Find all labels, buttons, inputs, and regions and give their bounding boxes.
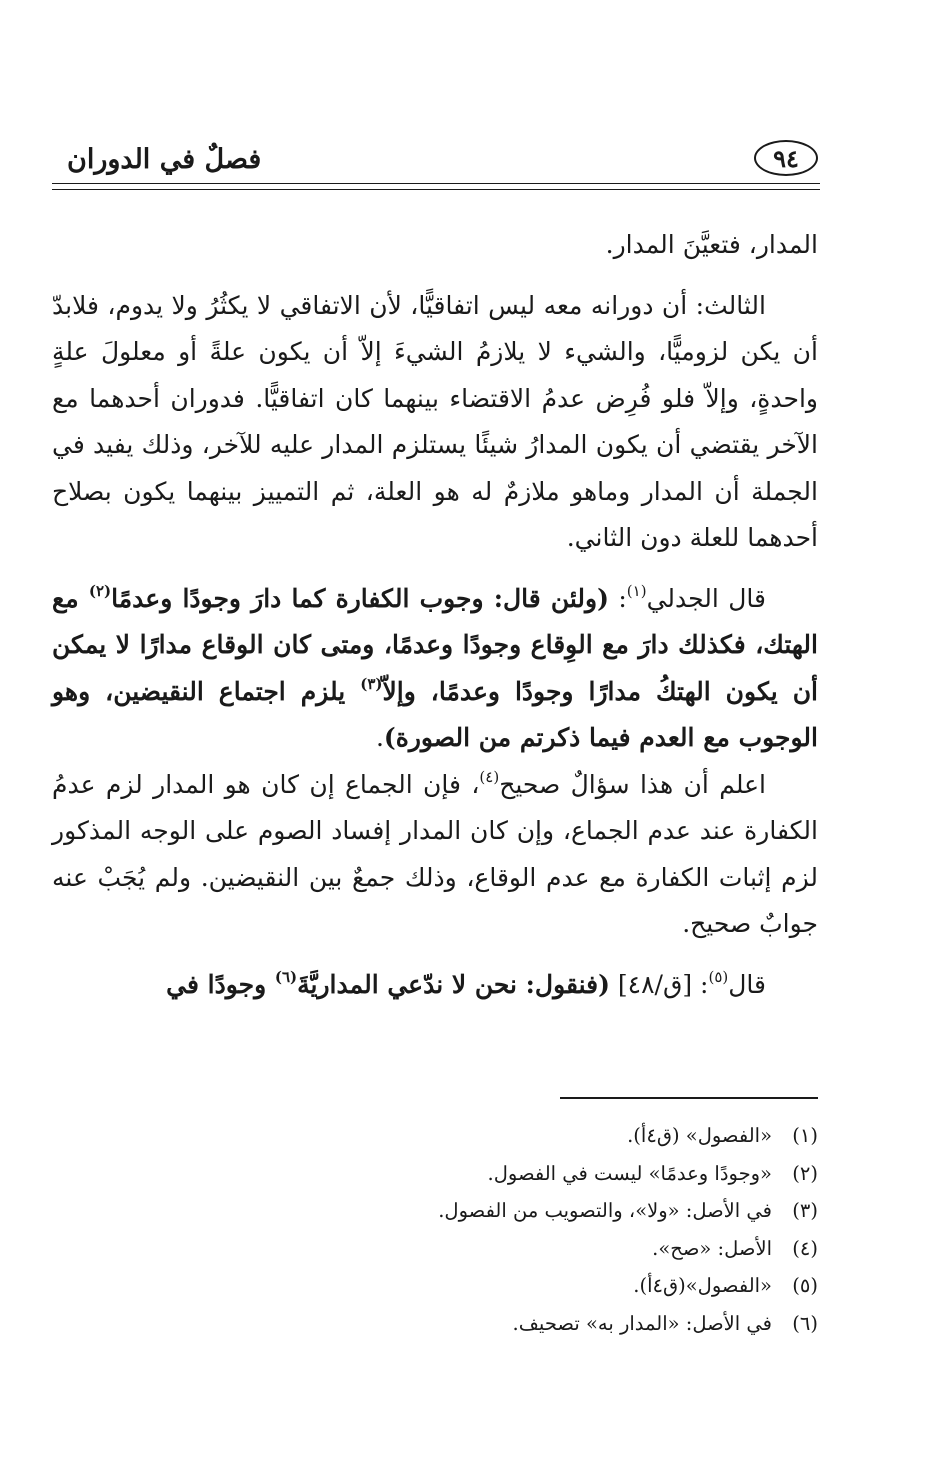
text-run: اعلم أن هذا سؤالٌ صحيح [499,769,766,799]
footnote-ref-4: (٤) [479,767,500,786]
footnote-number: (١) [792,1124,818,1147]
footnote-item [100,1267,818,1305]
footnote-number: (٦) [792,1311,818,1335]
footnote-ref-1: (١) [626,581,647,600]
footnote-text: «الفصول» (ق٤أ). [627,1124,772,1147]
footnote-text: «وجودًا وعدمًا» ليست في الفصول. [487,1161,772,1185]
paragraph-3 [52,762,818,948]
paragraph-2 [52,576,818,762]
text-run: : [ق/٤٨] [609,969,709,999]
main-text [52,222,818,1008]
footnote-number: (٣) [792,1199,818,1222]
text-run: قال الجدلي [646,583,767,613]
footnote-number: (٤) [792,1236,818,1260]
footnote-text: في الأصل: «المدار به» تصحيف. [512,1311,772,1335]
quoted-text-bold: (ولئن قال: وجوب الكفارة كما دارَ وجودًا وعدمًا [111,583,609,613]
paragraph-1: الثالث: أن دورانه معه ليس اتفاقيًّا، لأن الاتفاقي لا يكثُرُ ولا يدوم، فلابدّ أن يكن لزوميًّا، والشيء لا يلازمُ الشيءَ إلاّ أن يكون علةً أو معلولَ علةٍ واحدةٍ، وإلاّ فلو فُرِض عدمُ الاقتضاء بينهما كان اتفاقيًّا. فدوران أحدهما مع الآخر يقتضي أن يكون المدارُ شيئًا يستلزم المدار عليه للآخر، وذلك يفيد في الجملة أن المدار وماهو ملازمٌ له هو العلة، ثم التمييز بينهما يكون بصلاح أحدهما للعلة دون الثاني. [52,290,818,552]
page-number: ٩٤ [754,140,818,176]
footnote-item [100,1192,818,1230]
quoted-text-bold: وجودًا في [166,969,275,999]
footnote-item [100,1230,818,1268]
text-run: : [608,583,627,613]
quoted-text-bold: مع الهتك، فكذلك دارَ مع الوِقاع وجودًا وعدمًا، ومتى كان الوقاع مدارًا لا يمكن أن يكون الهتكُ مدارًا وجودًا وعدمًا، وإلاّ [52,583,819,706]
paragraph-0: المدار، فتعيَّنَ المدار. [605,230,818,259]
footnote-ref-6: (٦) [274,967,298,986]
footnote-ref-2: (٢) [88,581,112,600]
footnote-item [100,1155,818,1193]
footnote-ref-3: (٣) [360,674,383,693]
text-run: ، فإن الجماع إن كان هو المدار لزم عدمُ الكفارة عند عدم الجماع، وإن كان المدار إفساد الصوم على الوجه المذكور لزم إثبات الكفارة مع عدم الوقاع، وذلك جمعٌ بين النقيضين. ولم يُجَبْ عنه جوابٌ صحيح. [52,769,818,938]
footnote-number: (٢) [792,1161,818,1185]
text-run: قال [728,969,766,999]
footnote-text: الأصل: «صح». [652,1236,772,1260]
footnote-ref-5: (٥) [708,967,729,986]
running-title: فصلٌ في الدوران [67,144,262,175]
footnote-separator [560,1097,818,1099]
footnote-text: «الفصول»(ق٤أ). [633,1274,772,1297]
quoted-text-bold: يلزم اجتماع النقيضين، وهو الوجوب مع العدم فيما ذكرتم من الصورة) [52,676,818,752]
header-rule [52,183,820,190]
footnote-item [100,1117,818,1155]
footnote-text: في الأصل: «ولا»، والتصويب من الفصول. [438,1199,772,1222]
footnote-number: (٥) [792,1274,818,1297]
paragraph-4 [52,962,818,1009]
footnotes [100,1117,818,1342]
footnote-item [100,1305,818,1343]
text-run: . [375,723,384,752]
quoted-text-bold: (فنقول: نحن لا ندّعي المداريَّةَ [297,969,610,999]
